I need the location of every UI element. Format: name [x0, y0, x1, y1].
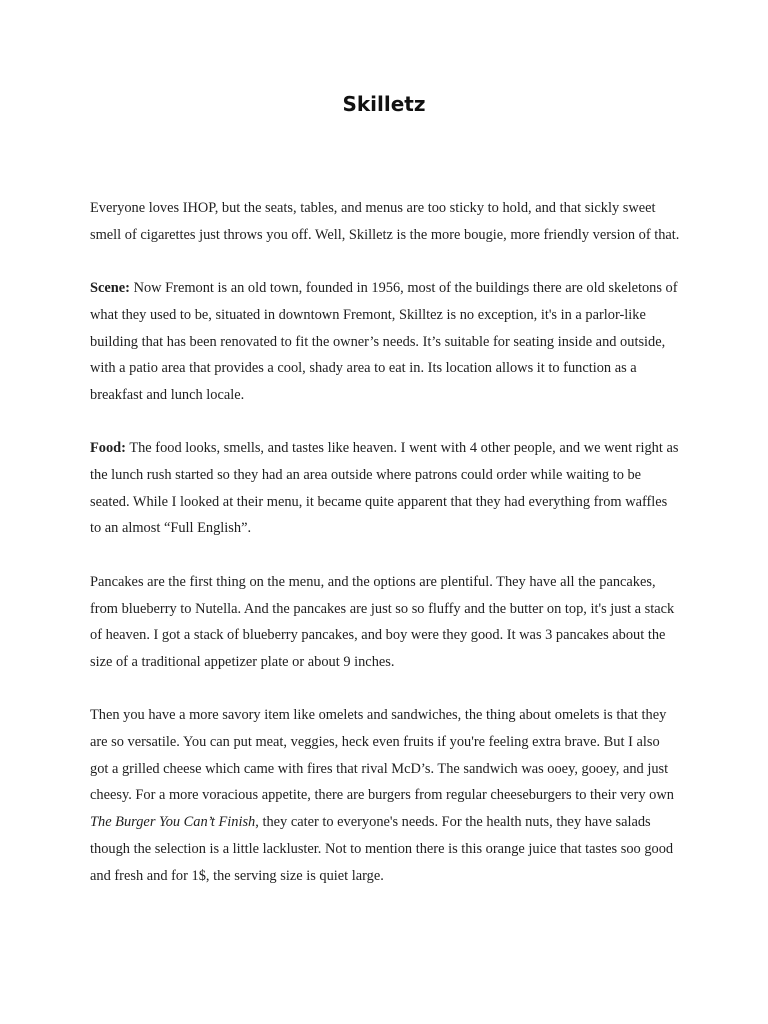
scene-text: Now Fremont is an old town, founded in 1956, most of the buildings there are old skeletons of what they used to be, situated in downtown Fremont, Skilltez is no exception, it's in a parlor-like building that has been renovated to fit the owner’s needs. It’s suitable for seating inside and outside, with a patio area that provides a cool, shady area to eat in. Its location allows it to function as a breakfast and lunch locale. — [90, 280, 678, 403]
scene-paragraph — [90, 275, 680, 409]
pancakes-paragraph: Pancakes are the first thing on the menu, and the options are plentiful. They have all the pancakes, from blueberry to Nutella. And the pancakes are just so so fluffy and the butter on top, it's just a stack of heaven. I got a stack of blueberry pancakes, and boy were they good. It was 3 pancakes about the size of a traditional appetizer plate or about 9 inches. — [90, 573, 675, 670]
savory-text-before: Then you have a more savory item like omelets and sandwiches, the thing about omelets is that they are so versatile. You can put meat, veggies, heck even fruits if you're feeling extra brave. But I also got a grilled cheese which came with fires that rival McD’s. The sandwich was ooey, gooey, and just cheesy. For a more voracious appetite, there are burgers from regular cheeseburgers to their very own — [90, 707, 674, 804]
food-paragraph — [90, 435, 680, 542]
savory-text-after: , they cater to everyone's needs. For the health nuts, they have salads though the selection is a little lackluster. Not to mention there is this orange juice that tastes soo good and fresh and for 1$, the serving size is quiet large. — [90, 814, 674, 884]
page-title: Skilletz — [342, 92, 426, 116]
food-text: The food looks, smells, and tastes like heaven. I went with 4 other people, and we went right as the lunch rush started so they had an area outside where patrons could order while waiting to be seated. While I looked at their menu, it became quite apparent that they had everything from waffles to an almost “Full English”. — [90, 440, 679, 537]
savory-paragraph — [90, 702, 680, 889]
intro-paragraph: Everyone loves IHOP, but the seats, tables, and menus are too sticky to hold, and that sickly sweet smell of cigarettes just throws you off. Well, Skilletz is the more bougie, more friendly version of that. — [90, 200, 680, 243]
food-label: Food: — [90, 440, 126, 457]
burger-name: The Burger You Can’t Finish — [90, 814, 256, 831]
scene-label: Scene: — [90, 280, 130, 297]
article-body — [90, 195, 680, 916]
